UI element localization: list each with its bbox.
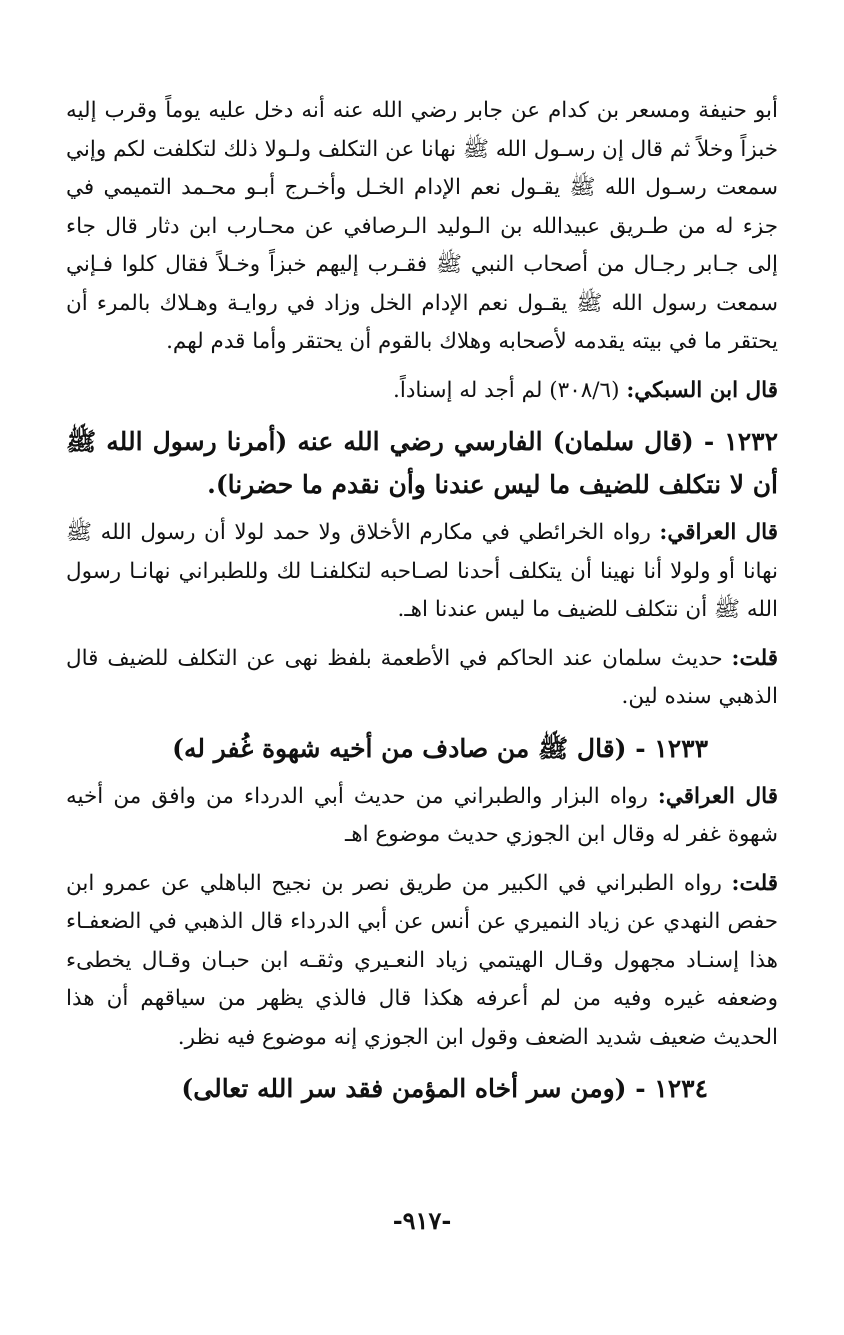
paragraph-lead: قال ابن السبكي:: [626, 377, 778, 403]
paragraph-lead: قال العراقي:: [657, 783, 778, 809]
paragraph-text: (٣٠٨/٦) لم أجد له إسناداً.: [393, 377, 627, 403]
paragraph-text: أبو حنيفة ومسعر بن كدام عن جابر رضي الله عنه أنه دخل عليه يوماً وقرب إليه خبزاً وخلاً ثم قال إن رسـول الله ﷺ نهانا عن التكلف ولـولا ذلك لتكلفت لكم وإني سمعت رسـول الله ﷺ يقـول نعم الإدام الخـل وأخـرج أبـو محـمد التميمي في جزء له من طـريق عبيدالله بن الـوليد الـرصافي عن محـارب ابن دثار قال جاء إلى جـابر رجـال من أصحاب النبي ﷺ فقـرب إليهم خبزاً وخـلاً فقال كلوا فـإني سمعت رسول الله ﷺ يقـول نعم الإدام الخل وزاد في روايـة وهـلاك بالمرء أن يحتقر ما في بيته يقدمه لأصحابه وهلاك بالقوم أن يحتقر وأما قدم لهم.: [66, 98, 778, 354]
paragraph-subki: [66, 372, 778, 411]
paragraph-lead: قلت:: [731, 645, 778, 671]
paragraph-lead: قال العراقي:: [659, 520, 778, 545]
paragraph-iraqi-1233: [66, 778, 778, 855]
paragraph-text: رواه الطبراني في الكبير من طريق نصر بن نجيح الباهلي عن عمرو ابن حفص النهدي عن زياد النميري عن أنس عن أبي الدرداء قال الذهبي في الضعفـاء هذا إسنـاد مجهول وقـال الهيتمي زياد النعـيري وثقـه ابن حبـان وقـال يخطىء وضعفه غيره وفيه من لم أعرفه هكذا قال فالذي يظهر من سياقهم أن هذا الحديث ضعيف شديد الضعف وقول ابن الجوزي إنه موضوع فيه نظر.: [66, 870, 778, 1050]
hadith-heading-1234: ١٢٣٤ - (ومن سر أخاه المؤمن فقد سر الله تعالى): [181, 1074, 708, 1103]
page-number: -٩١٧-: [392, 1206, 452, 1235]
paragraph-text: حديث سلمان عند الحاكم في الأطعمة بلفظ نهى عن التكلف للضيف قال الذهبي سنده لين.: [66, 645, 778, 709]
paragraph-iraqi-1232: [66, 514, 778, 630]
paragraph-qultu-1232: [66, 640, 778, 717]
hadith-heading-1232: ١٢٣٢ - (قال سلمان) الفارسي رضي الله عنه (أمرنا رسول الله ﷺ أن لا نتكلف للضيف ما ليس عندنا وأن نقدم ما حضرنا).: [66, 427, 778, 499]
paragraph-text: رواه البزار والطبراني من حديث أبي الدرداء من وافق من أخيه شهوة غفر له وقال ابن الجوزي حديث موضوع اهـ: [66, 783, 778, 847]
hadith-heading-1233: ١٢٣٣ - (قال ﷺ من صادف من أخيه شهوة غُفر له): [172, 733, 708, 763]
paragraph-lead: قلت:: [731, 870, 778, 896]
paragraph-qultu-1233: [66, 865, 778, 1058]
paragraph-text: رواه الخرائطي في مكارم الأخلاق ولا حمد لولا أن رسول الله ﷺ نهانا أو ولولا أنا نهينا أن يتكلف أحدنا لصـاحبه لتكلفنـا لك وللطبراني نهانـا رسول الله ﷺ أن نتكلف للضيف ما ليس عندنا اهـ.: [66, 520, 778, 622]
paragraph-intro: [66, 92, 778, 362]
